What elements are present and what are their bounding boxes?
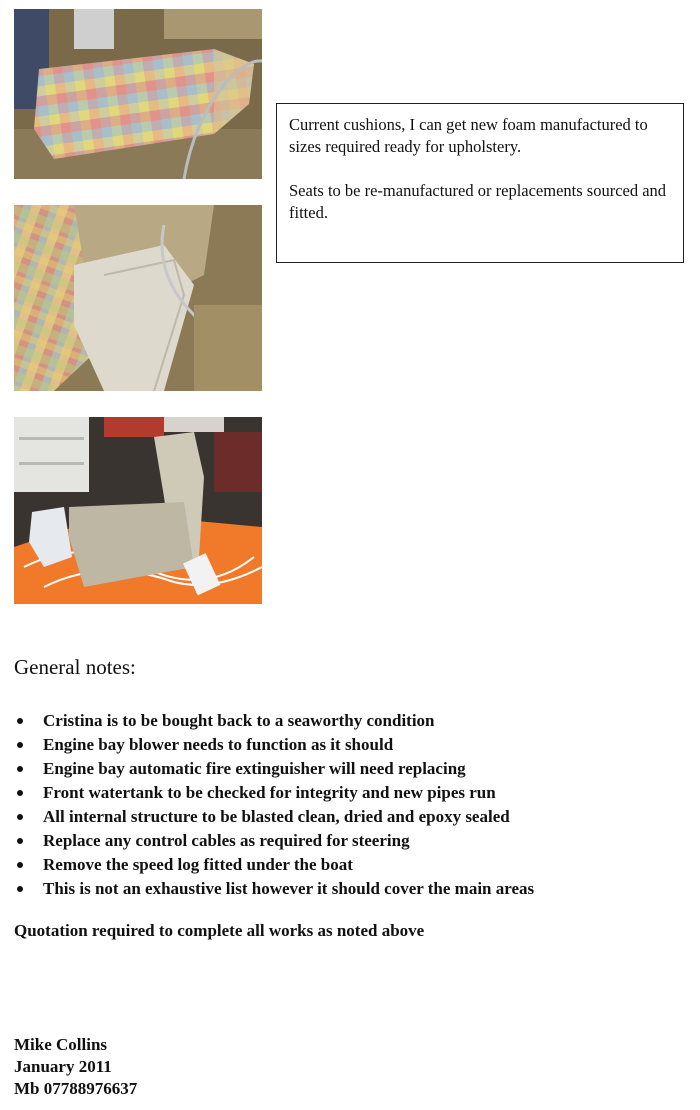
list-item: This is not an exhaustive list however it should cover the main areas <box>14 877 534 901</box>
signature-block <box>14 1034 137 1100</box>
seat-photo <box>14 417 262 604</box>
general-notes-heading: General notes: <box>14 655 136 679</box>
quotation-request: Quotation required to complete all works as noted above <box>14 921 425 940</box>
cushion-photo-1 <box>14 9 262 179</box>
general-notes-list <box>14 709 534 901</box>
signature-date: January 2011 <box>14 1057 112 1076</box>
list-item: Engine bay automatic fire extinguisher will need replacing <box>14 757 534 781</box>
list-item: Remove the speed log fitted under the boat <box>14 853 534 877</box>
list-item: Front watertank to be checked for integrity and new pipes run <box>14 781 534 805</box>
list-item: Engine bay blower needs to function as it should <box>14 733 534 757</box>
list-item: Replace any control cables as required for steering <box>14 829 534 853</box>
cushion-photo-2 <box>14 205 262 391</box>
note-paragraph-1: Current cushions, I can get new foam manufactured to sizes required ready for upholstery. <box>289 115 648 156</box>
signature-name: Mike Collins <box>14 1035 108 1054</box>
signature-phone: Mb 07788976637 <box>14 1079 138 1098</box>
list-item: Cristina is to be bought back to a seaworthy condition <box>14 709 534 733</box>
note-paragraph-2: Seats to be re-manufactured or replacements sourced and fitted. <box>289 181 667 222</box>
cushion-note-box <box>276 103 684 263</box>
list-item: All internal structure to be blasted clean, dried and epoxy sealed <box>14 805 534 829</box>
